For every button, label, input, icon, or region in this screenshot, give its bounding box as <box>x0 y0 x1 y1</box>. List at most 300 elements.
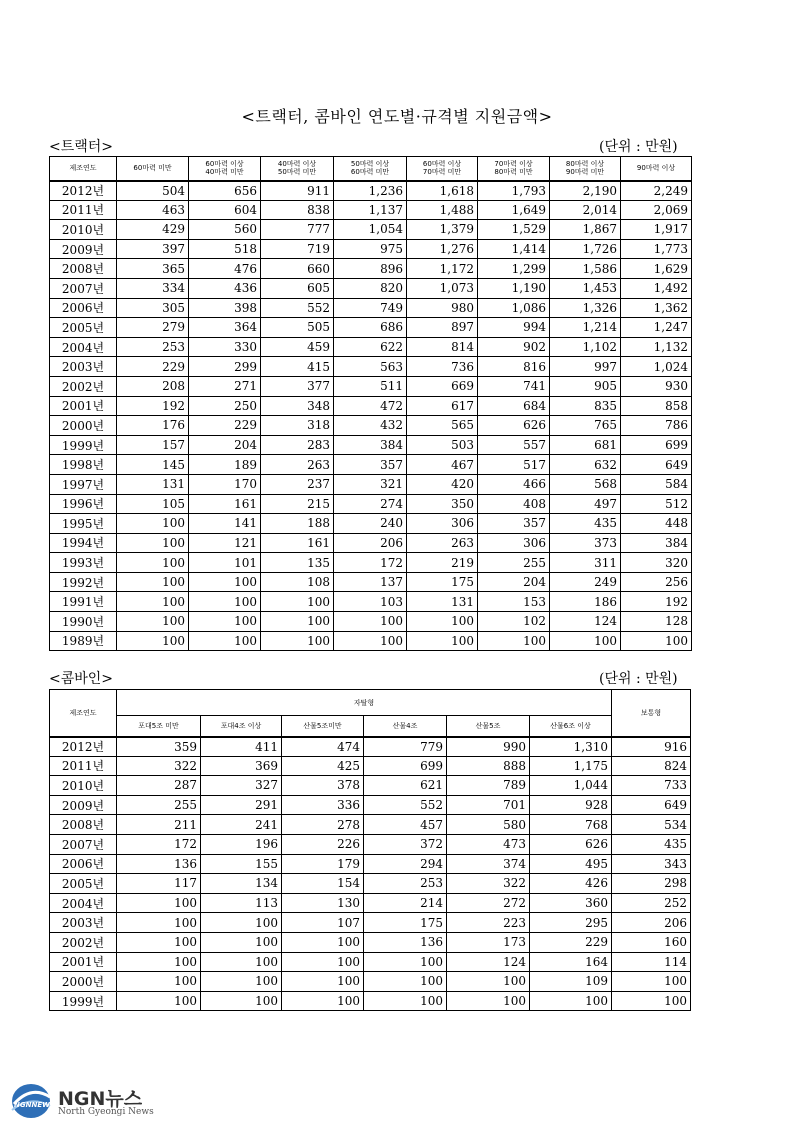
year-cell: 1996년 <box>50 494 117 514</box>
page-title: <트랙터, 콤바인 연도별·규격별 지원금액> <box>241 107 553 126</box>
value-cell: 100 <box>621 631 692 651</box>
value-cell: 457 <box>364 815 447 835</box>
value-cell: 272 <box>447 893 530 913</box>
year-cell: 1992년 <box>50 572 117 592</box>
value-cell: 466 <box>478 474 550 494</box>
value-cell: 173 <box>447 932 530 952</box>
tractor-header-line: 80마력 미만 <box>494 168 533 177</box>
value-cell: 580 <box>447 815 530 835</box>
combine-header-last: 보통형 <box>612 690 691 737</box>
tractor-header-cell <box>550 157 621 181</box>
value-cell: 294 <box>364 854 447 874</box>
value-cell: 208 <box>117 376 189 396</box>
value-cell: 997 <box>550 357 621 377</box>
table-row <box>50 514 692 534</box>
value-cell: 121 <box>189 533 261 553</box>
table-row <box>50 435 692 455</box>
value-cell: 161 <box>189 494 261 514</box>
tractor-header-line: 50마력 미만 <box>277 168 317 177</box>
value-cell: 100 <box>117 932 201 952</box>
value-cell: 100 <box>530 991 612 1011</box>
table-row <box>50 239 692 259</box>
value-cell: 172 <box>117 834 201 854</box>
table-row <box>50 776 691 796</box>
value-cell: 256 <box>621 572 692 592</box>
value-cell: 100 <box>364 972 447 992</box>
value-cell: 283 <box>261 435 334 455</box>
value-cell: 621 <box>364 776 447 796</box>
value-cell: 157 <box>117 435 189 455</box>
year-cell: 1999년 <box>50 435 117 455</box>
value-cell: 100 <box>282 972 364 992</box>
value-cell: 252 <box>612 893 691 913</box>
value-cell: 100 <box>117 913 201 933</box>
value-cell: 686 <box>334 318 407 338</box>
value-cell: 1,054 <box>334 220 407 240</box>
value-cell: 100 <box>478 631 550 651</box>
value-cell: 552 <box>261 298 334 318</box>
value-cell: 495 <box>530 854 612 874</box>
value-cell: 321 <box>334 474 407 494</box>
value-cell: 100 <box>282 932 364 952</box>
value-cell: 192 <box>621 592 692 612</box>
value-cell: 305 <box>117 298 189 318</box>
combine-header-row-1 <box>50 690 691 716</box>
value-cell: 534 <box>612 815 691 835</box>
table-row <box>50 913 691 933</box>
combine-unit-label: (단위 : 만원) <box>599 671 678 687</box>
year-cell: 1995년 <box>50 514 117 534</box>
value-cell: 124 <box>550 612 621 632</box>
combine-subheader-cell: 산물5조 <box>447 716 530 737</box>
value-cell: 557 <box>478 435 550 455</box>
year-cell: 2003년 <box>50 913 117 933</box>
value-cell: 372 <box>364 834 447 854</box>
value-cell: 189 <box>189 455 261 475</box>
year-cell: 2008년 <box>50 815 117 835</box>
combine-subheader-cell: 포대4조 이상 <box>201 716 282 737</box>
value-cell: 124 <box>447 952 530 972</box>
tractor-section-label: <트랙터> <box>49 139 114 155</box>
value-cell: 684 <box>478 396 550 416</box>
value-cell: 137 <box>334 572 407 592</box>
table-row <box>50 991 691 1011</box>
value-cell: 459 <box>261 337 334 357</box>
value-cell: 100 <box>612 972 691 992</box>
value-cell: 435 <box>550 514 621 534</box>
value-cell: 100 <box>407 612 478 632</box>
year-cell: 2009년 <box>50 795 117 815</box>
value-cell: 916 <box>612 737 691 757</box>
tractor-header-line: 80마력 이상 <box>565 160 605 169</box>
value-cell: 384 <box>334 435 407 455</box>
value-cell: 348 <box>261 396 334 416</box>
value-cell: 504 <box>117 181 189 201</box>
value-cell: 897 <box>407 318 478 338</box>
value-cell: 1,793 <box>478 181 550 201</box>
value-cell: 436 <box>189 278 261 298</box>
value-cell: 420 <box>407 474 478 494</box>
value-cell: 660 <box>261 259 334 279</box>
year-cell: 2004년 <box>50 337 117 357</box>
tractor-header-row <box>50 157 692 181</box>
value-cell: 306 <box>407 514 478 534</box>
year-cell: 2001년 <box>50 952 117 972</box>
value-cell: 306 <box>478 533 550 553</box>
value-cell: 287 <box>117 776 201 796</box>
year-cell: 1989년 <box>50 631 117 651</box>
value-cell: 100 <box>261 592 334 612</box>
table-row <box>50 357 692 377</box>
value-cell: 100 <box>117 572 189 592</box>
value-cell: 176 <box>117 416 189 436</box>
value-cell: 552 <box>364 795 447 815</box>
value-cell: 604 <box>189 200 261 220</box>
value-cell: 101 <box>189 553 261 573</box>
value-cell: 505 <box>261 318 334 338</box>
value-cell: 226 <box>282 834 364 854</box>
value-cell: 1,086 <box>478 298 550 318</box>
value-cell: 237 <box>261 474 334 494</box>
value-cell: 240 <box>334 514 407 534</box>
value-cell: 411 <box>201 737 282 757</box>
value-cell: 398 <box>189 298 261 318</box>
value-cell: 330 <box>189 337 261 357</box>
value-cell: 472 <box>334 396 407 416</box>
value-cell: 896 <box>334 259 407 279</box>
value-cell: 1,492 <box>621 278 692 298</box>
value-cell: 263 <box>407 533 478 553</box>
table-row <box>50 612 692 632</box>
tractor-header-line: 50마력 이상 <box>350 160 390 169</box>
value-cell: 100 <box>117 952 201 972</box>
year-cell: 2008년 <box>50 259 117 279</box>
value-cell: 299 <box>189 357 261 377</box>
value-cell: 100 <box>117 533 189 553</box>
tractor-header-line: 60마력 이상 <box>422 160 462 169</box>
value-cell: 2,014 <box>550 200 621 220</box>
value-cell: 649 <box>612 795 691 815</box>
value-cell: 365 <box>117 259 189 279</box>
year-cell: 2009년 <box>50 239 117 259</box>
value-cell: 100 <box>117 592 189 612</box>
value-cell: 858 <box>621 396 692 416</box>
year-cell: 2007년 <box>50 278 117 298</box>
value-cell: 204 <box>189 435 261 455</box>
value-cell: 100 <box>117 972 201 992</box>
value-cell: 170 <box>189 474 261 494</box>
table-row <box>50 572 692 592</box>
value-cell: 2,190 <box>550 181 621 201</box>
value-cell: 100 <box>117 553 189 573</box>
tractor-header-line: 40마력 이상 <box>277 160 317 169</box>
logo-subtitle: North Gyeongi News <box>58 1107 154 1117</box>
value-cell: 378 <box>282 776 364 796</box>
tractor-header-line: 60마력 이상 <box>205 160 244 169</box>
value-cell: 130 <box>282 893 364 913</box>
value-cell: 359 <box>117 737 201 757</box>
value-cell: 649 <box>621 455 692 475</box>
table-row <box>50 972 691 992</box>
value-cell: 1,414 <box>478 239 550 259</box>
value-cell: 749 <box>334 298 407 318</box>
value-cell: 473 <box>447 834 530 854</box>
logo-icon-text: NGNNEWS <box>14 1101 55 1109</box>
value-cell: 103 <box>334 592 407 612</box>
value-cell: 241 <box>201 815 282 835</box>
tractor-header-cell <box>478 157 550 181</box>
value-cell: 1,236 <box>334 181 407 201</box>
value-cell: 429 <box>117 220 189 240</box>
tractor-header-line: 90마력 이상 <box>636 164 676 173</box>
value-cell: 563 <box>334 357 407 377</box>
year-cell: 1993년 <box>50 553 117 573</box>
value-cell: 188 <box>261 514 334 534</box>
value-cell: 1,310 <box>530 737 612 757</box>
value-cell: 835 <box>550 396 621 416</box>
value-cell: 343 <box>612 854 691 874</box>
value-cell: 617 <box>407 396 478 416</box>
table-row <box>50 318 692 338</box>
value-cell: 626 <box>530 834 612 854</box>
table-row <box>50 455 692 475</box>
value-cell: 145 <box>117 455 189 475</box>
value-cell: 100 <box>117 893 201 913</box>
tractor-header-cell <box>261 157 334 181</box>
year-cell: 2007년 <box>50 834 117 854</box>
value-cell: 334 <box>117 278 189 298</box>
year-cell: 2010년 <box>50 220 117 240</box>
value-cell: 100 <box>334 631 407 651</box>
value-cell: 622 <box>334 337 407 357</box>
value-cell: 100 <box>189 631 261 651</box>
year-cell: 2000년 <box>50 972 117 992</box>
value-cell: 161 <box>261 533 334 553</box>
value-cell: 1,629 <box>621 259 692 279</box>
value-cell: 100 <box>201 913 282 933</box>
value-cell: 206 <box>334 533 407 553</box>
value-cell: 322 <box>447 874 530 894</box>
value-cell: 295 <box>530 913 612 933</box>
value-cell: 263 <box>261 455 334 475</box>
value-cell: 357 <box>478 514 550 534</box>
value-cell: 278 <box>282 815 364 835</box>
value-cell: 474 <box>282 737 364 757</box>
value-cell: 100 <box>117 631 189 651</box>
year-cell: 2011년 <box>50 756 117 776</box>
value-cell: 100 <box>189 572 261 592</box>
combine-header-group: 자탈형 <box>117 690 612 716</box>
value-cell: 100 <box>201 932 282 952</box>
table-row <box>50 396 692 416</box>
value-cell: 517 <box>478 455 550 475</box>
table-row <box>50 893 691 913</box>
value-cell: 215 <box>261 494 334 514</box>
table-row <box>50 200 692 220</box>
year-cell: 2005년 <box>50 318 117 338</box>
value-cell: 786 <box>621 416 692 436</box>
value-cell: 175 <box>364 913 447 933</box>
table-row <box>50 631 692 651</box>
value-cell: 975 <box>334 239 407 259</box>
value-cell: 1,172 <box>407 259 478 279</box>
value-cell: 1,137 <box>334 200 407 220</box>
value-cell: 100 <box>117 612 189 632</box>
value-cell: 1,073 <box>407 278 478 298</box>
table-row <box>50 553 692 573</box>
value-cell: 503 <box>407 435 478 455</box>
value-cell: 779 <box>364 737 447 757</box>
value-cell: 141 <box>189 514 261 534</box>
table-row <box>50 220 692 240</box>
value-cell: 154 <box>282 874 364 894</box>
tractor-table-body <box>50 181 692 651</box>
value-cell: 100 <box>261 612 334 632</box>
value-cell: 107 <box>282 913 364 933</box>
value-cell: 114 <box>612 952 691 972</box>
value-cell: 100 <box>261 631 334 651</box>
year-cell: 2006년 <box>50 298 117 318</box>
year-cell: 2012년 <box>50 181 117 201</box>
table-row <box>50 815 691 835</box>
table-row <box>50 181 692 201</box>
value-cell: 1,726 <box>550 239 621 259</box>
value-cell: 229 <box>117 357 189 377</box>
value-cell: 1,024 <box>621 357 692 377</box>
value-cell: 669 <box>407 376 478 396</box>
value-cell: 888 <box>447 756 530 776</box>
value-cell: 100 <box>334 612 407 632</box>
value-cell: 100 <box>447 972 530 992</box>
value-cell: 1,362 <box>621 298 692 318</box>
value-cell: 1,175 <box>530 756 612 776</box>
value-cell: 1,488 <box>407 200 478 220</box>
tractor-header-line: 90마력 미만 <box>565 168 605 177</box>
value-cell: 192 <box>117 396 189 416</box>
tractor-header-line: 70마력 이상 <box>494 160 533 169</box>
year-cell: 2000년 <box>50 416 117 436</box>
value-cell: 196 <box>201 834 282 854</box>
value-cell: 250 <box>189 396 261 416</box>
table-row <box>50 259 692 279</box>
value-cell: 155 <box>201 854 282 874</box>
table-row <box>50 533 692 553</box>
value-cell: 249 <box>550 572 621 592</box>
value-cell: 117 <box>117 874 201 894</box>
year-cell: 2004년 <box>50 893 117 913</box>
value-cell: 432 <box>334 416 407 436</box>
value-cell: 1,917 <box>621 220 692 240</box>
value-cell: 100 <box>447 991 530 1011</box>
value-cell: 733 <box>612 776 691 796</box>
tractor-header-line: 60마력 미만 <box>133 164 172 173</box>
table-row <box>50 952 691 972</box>
table-row <box>50 337 692 357</box>
tractor-header-cell <box>334 157 407 181</box>
year-cell: 2012년 <box>50 737 117 757</box>
value-cell: 565 <box>407 416 478 436</box>
table-row <box>50 376 692 396</box>
value-cell: 435 <box>612 834 691 854</box>
value-cell: 253 <box>117 337 189 357</box>
value-cell: 990 <box>447 737 530 757</box>
table-row <box>50 756 691 776</box>
value-cell: 512 <box>621 494 692 514</box>
value-cell: 327 <box>201 776 282 796</box>
value-cell: 100 <box>201 952 282 972</box>
value-cell: 384 <box>621 533 692 553</box>
value-cell: 128 <box>621 612 692 632</box>
value-cell: 824 <box>612 756 691 776</box>
value-cell: 291 <box>201 795 282 815</box>
value-cell: 736 <box>407 357 478 377</box>
value-cell: 229 <box>189 416 261 436</box>
value-cell: 584 <box>621 474 692 494</box>
value-cell: 719 <box>261 239 334 259</box>
value-cell: 204 <box>478 572 550 592</box>
year-cell: 1997년 <box>50 474 117 494</box>
value-cell: 206 <box>612 913 691 933</box>
value-cell: 136 <box>117 854 201 874</box>
value-cell: 255 <box>117 795 201 815</box>
value-cell: 426 <box>530 874 612 894</box>
year-cell: 2005년 <box>50 874 117 894</box>
tractor-header-cell <box>407 157 478 181</box>
value-cell: 374 <box>447 854 530 874</box>
value-cell: 164 <box>530 952 612 972</box>
year-cell: 2006년 <box>50 854 117 874</box>
value-cell: 699 <box>621 435 692 455</box>
value-cell: 497 <box>550 494 621 514</box>
value-cell: 229 <box>530 932 612 952</box>
value-cell: 560 <box>189 220 261 240</box>
value-cell: 186 <box>550 592 621 612</box>
combine-subheader-cell: 산물6조 이상 <box>530 716 612 737</box>
value-cell: 820 <box>334 278 407 298</box>
year-cell: 1990년 <box>50 612 117 632</box>
value-cell: 108 <box>261 572 334 592</box>
year-cell: 1999년 <box>50 991 117 1011</box>
value-cell: 605 <box>261 278 334 298</box>
value-cell: 1,214 <box>550 318 621 338</box>
value-cell: 511 <box>334 376 407 396</box>
value-cell: 211 <box>117 815 201 835</box>
value-cell: 274 <box>334 494 407 514</box>
value-cell: 518 <box>189 239 261 259</box>
tractor-header-cell <box>117 157 189 181</box>
value-cell: 656 <box>189 181 261 201</box>
combine-subheader-cell: 산물5조미만 <box>282 716 364 737</box>
value-cell: 350 <box>407 494 478 514</box>
table-row <box>50 474 692 494</box>
value-cell: 100 <box>201 972 282 992</box>
tractor-header-line: 40마력 미만 <box>205 168 244 177</box>
value-cell: 179 <box>282 854 364 874</box>
table-row <box>50 854 691 874</box>
table-row <box>50 416 692 436</box>
logo-name: NGN뉴스 <box>58 1088 143 1110</box>
value-cell: 377 <box>261 376 334 396</box>
combine-subheader-cell: 포대5조 미만 <box>117 716 201 737</box>
value-cell: 298 <box>612 874 691 894</box>
table-row <box>50 494 692 514</box>
value-cell: 219 <box>407 553 478 573</box>
value-cell: 373 <box>550 533 621 553</box>
value-cell: 626 <box>478 416 550 436</box>
value-cell: 100 <box>364 991 447 1011</box>
value-cell: 100 <box>282 952 364 972</box>
value-cell: 175 <box>407 572 478 592</box>
